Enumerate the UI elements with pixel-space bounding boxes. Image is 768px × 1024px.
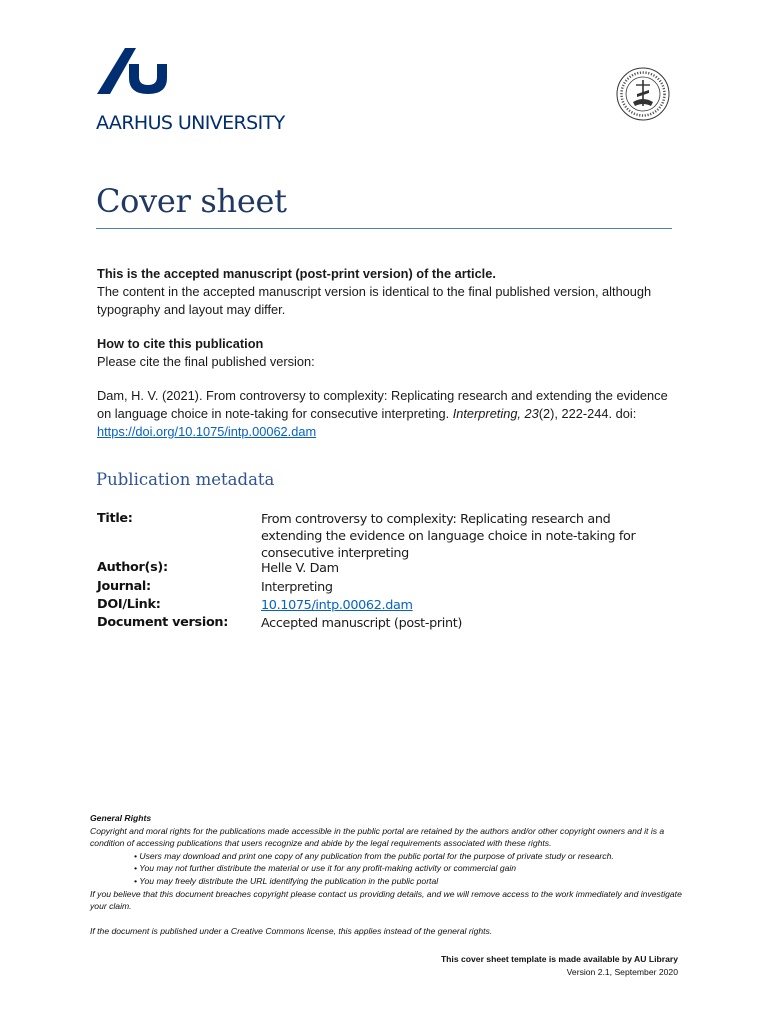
meta-doi-link[interactable]: 10.1075/intp.00062.dam — [261, 598, 413, 613]
general-rights — [90, 812, 690, 938]
citation-reference — [97, 387, 677, 441]
au-logo-icon — [95, 44, 190, 96]
citation-text: Dam, H. V. (2021). From controversy to complexity: Replicating research and extending the evidence on language choice in note-taking for consecutive interpreting. — [97, 388, 668, 421]
meta-title-value: From controversy to complexity: Replicating research and extending the evidence on language choice in note-taking for consecutive interpreting — [261, 512, 636, 561]
rights-bullet: • Users may download and print one copy of any publication from the public portal for the purpose of private study or research. — [134, 850, 614, 861]
meta-authors-value: Helle V. Dam — [261, 561, 339, 576]
rights-creative-commons: If the document is published under a Creative Commons license, this applies instead of the general rights. — [90, 926, 493, 937]
citation-issue-pages: (2), 222-244. doi: — [538, 406, 637, 421]
intro-heading: This is the accepted manuscript (post-print version) of the article. — [97, 266, 496, 281]
citation-journal: Interpreting, 23 — [452, 406, 539, 421]
meta-journal-label: Journal: — [97, 579, 151, 594]
cite-instruction: Please cite the final published version: — [97, 354, 315, 369]
rights-heading: General Rights — [90, 813, 152, 823]
intro-section — [97, 265, 677, 319]
title-divider — [96, 228, 672, 229]
rights-breach: If you believe that this document breaches copyright please contact us providing details, and we will remove access to the work immediately and investigate your claim. — [90, 888, 682, 912]
cite-heading: How to cite this publication — [97, 336, 264, 351]
template-version: Version 2.1, September 2020 — [566, 967, 678, 977]
rights-paragraph: Copyright and moral rights for the publications made accessible in the public portal are retained by the authors and/or other copyright owners and it is a condition of accessing publications that users recognize and abide by the legal requirements associated with these rights. — [90, 825, 665, 849]
doi-link[interactable]: https://doi.org/10.1075/intp.00062.dam — [97, 424, 317, 439]
rights-bullet: • You may not further distribute the material or use it for any profit-making activity or commercial gain — [134, 863, 517, 874]
meta-doi-value-wrap — [261, 597, 671, 614]
page-title: Cover sheet — [96, 182, 287, 220]
intro-description: The content in the accepted manuscript version is identical to the final published version, although typography and layout may differ. — [97, 284, 652, 317]
meta-journal-value: Interpreting — [261, 580, 333, 595]
template-note: This cover sheet template is made available by AU Library — [440, 954, 678, 964]
meta-authors-label: Author(s): — [97, 560, 168, 575]
meta-title-label: Title: — [97, 511, 133, 526]
meta-version-label: Document version: — [97, 615, 229, 630]
meta-version-value: Accepted manuscript (post-print) — [261, 616, 463, 631]
rights-bullet: • You may freely distribute the URL identifying the publication in the public portal — [134, 875, 439, 886]
university-name: AARHUS UNIVERSITY — [96, 112, 285, 134]
cite-section — [97, 335, 677, 371]
university-seal-icon — [615, 66, 671, 122]
meta-doi-label: DOI/Link: — [97, 597, 161, 612]
metadata-heading: Publication metadata — [96, 470, 275, 489]
